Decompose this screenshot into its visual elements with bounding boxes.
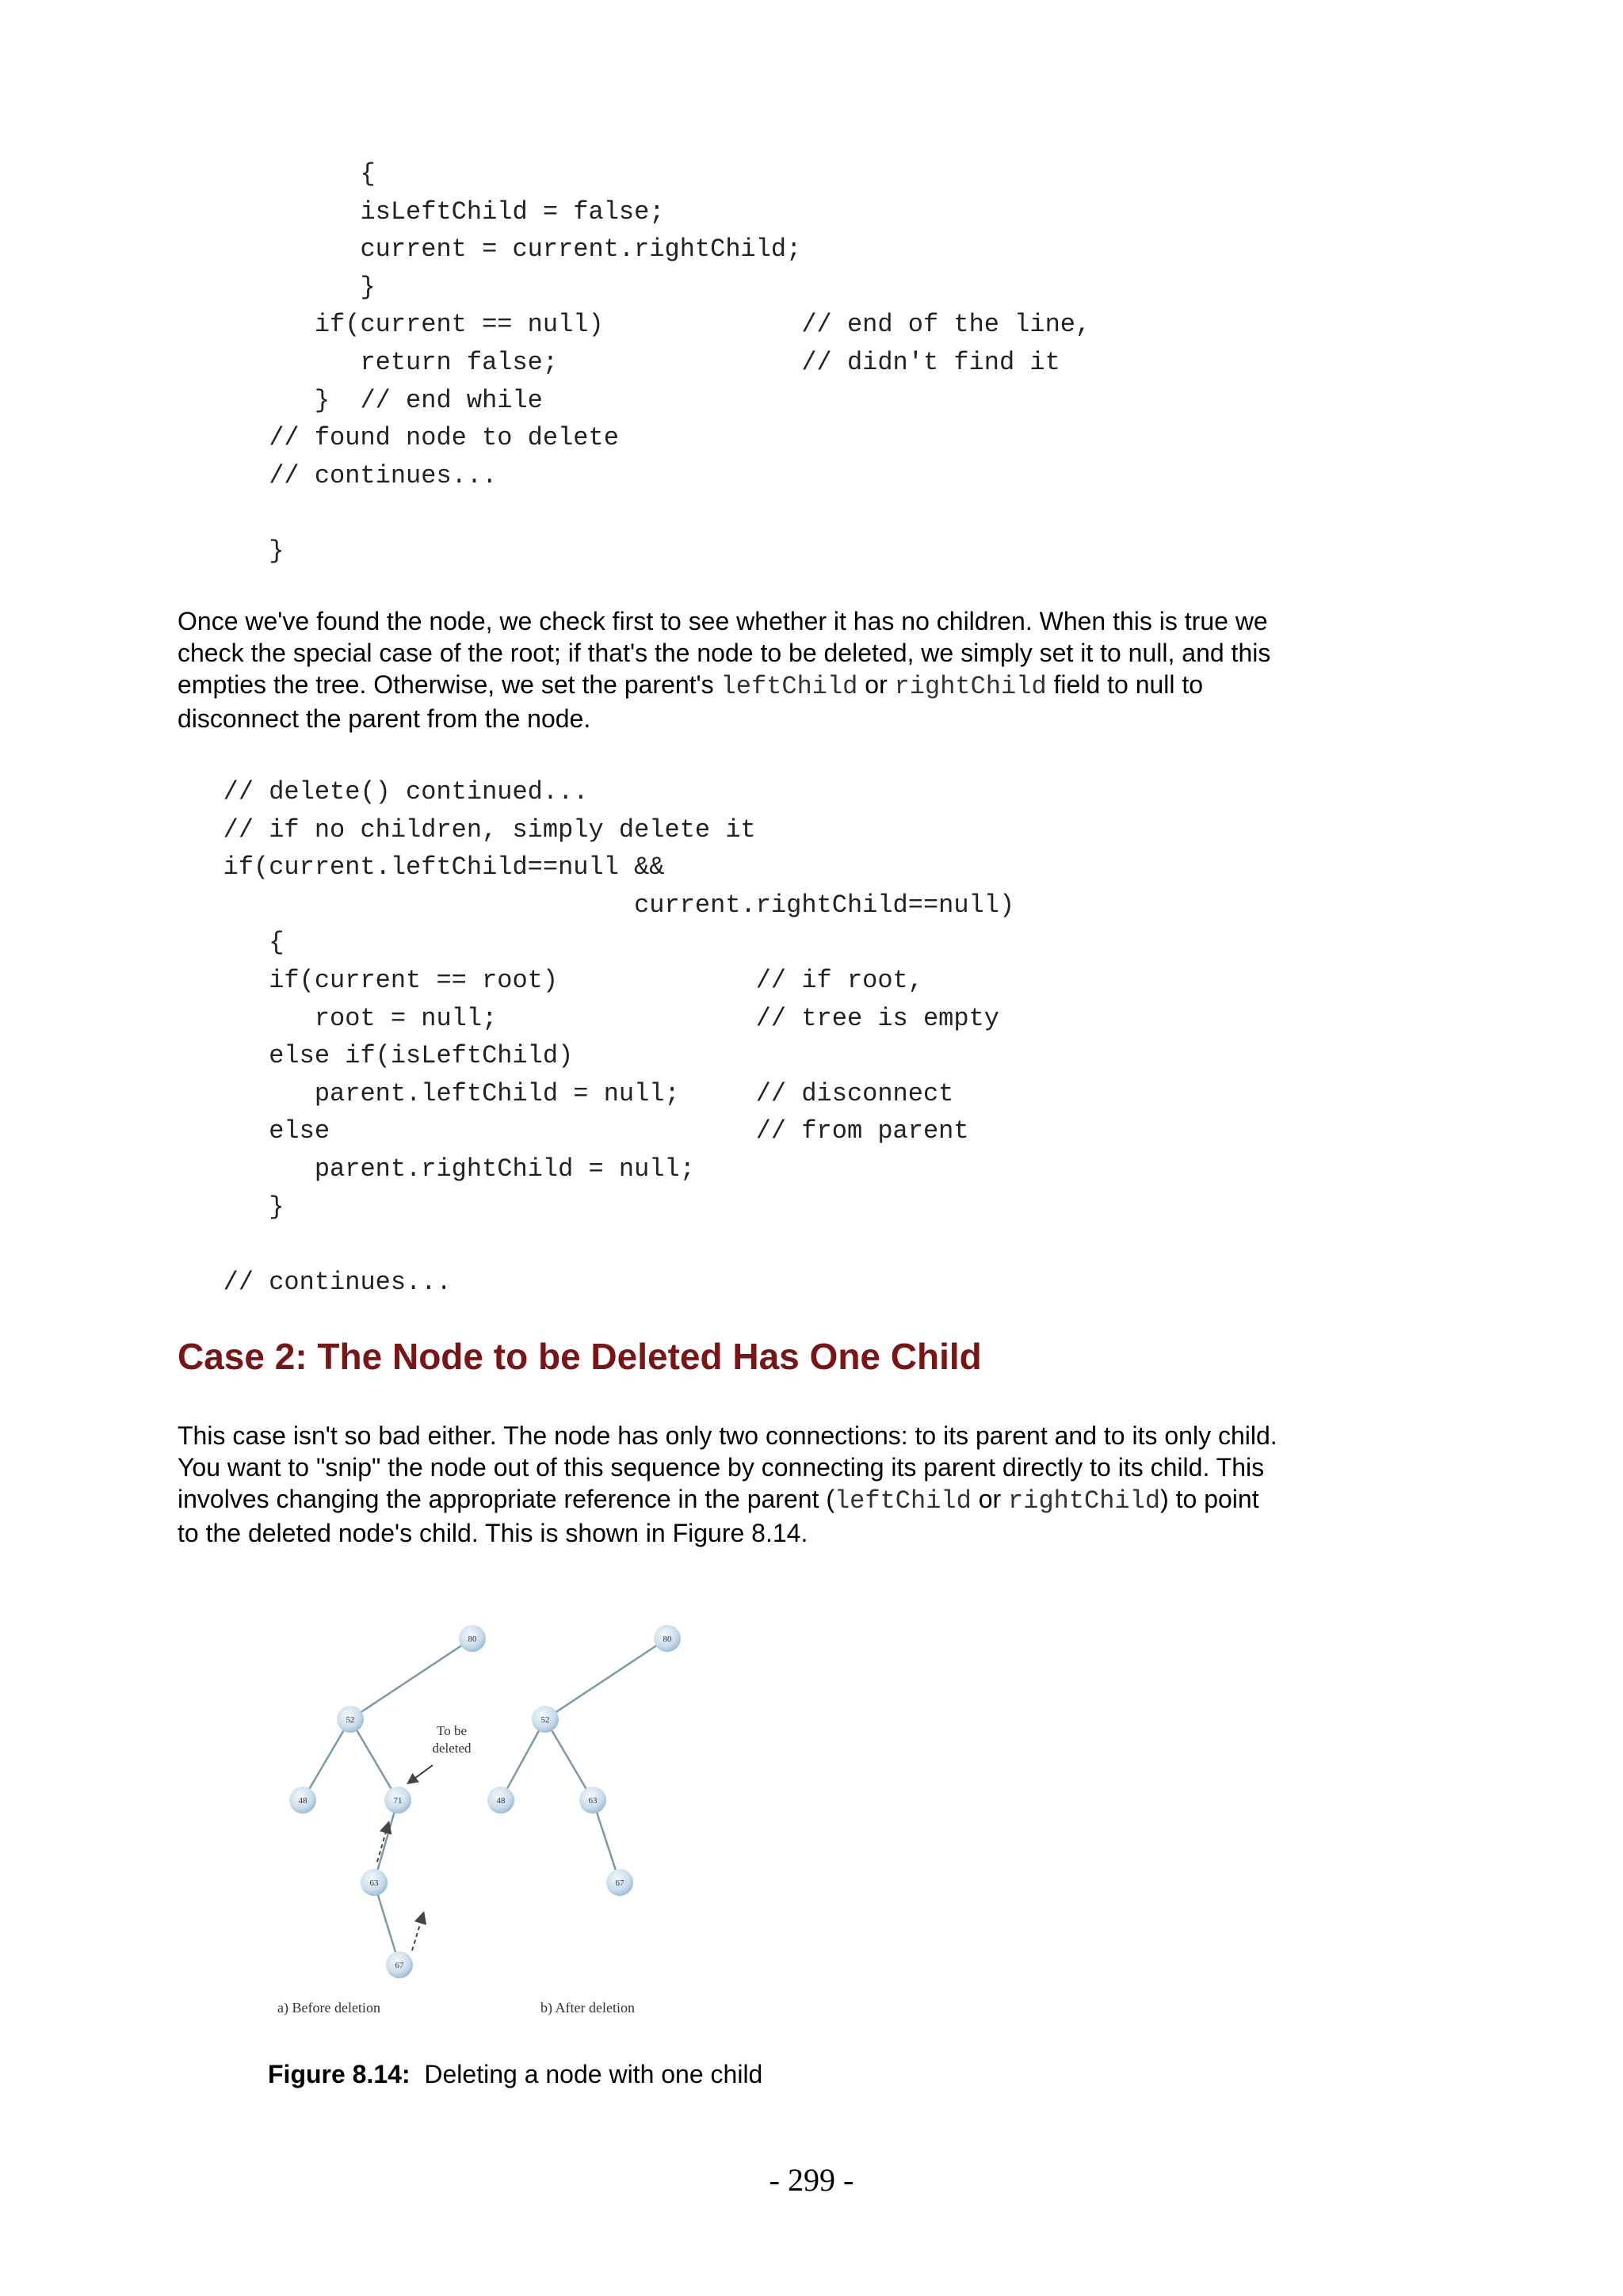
label-after-deletion: b) After deletion <box>540 2000 635 2016</box>
after-edges <box>501 1638 667 1882</box>
code-line: // continues... <box>178 460 498 490</box>
code-line: { <box>178 928 285 958</box>
code-line: } // end while <box>178 385 543 415</box>
section-heading: Case 2: The Node to be Deleted Has One Child <box>178 1336 982 1377</box>
code-line <box>178 1226 1014 1264</box>
inline-code: rightChild <box>894 672 1047 701</box>
code-line: if(current == null) // end of the line, <box>178 310 1091 340</box>
code-line: return false; // didn't find it <box>178 347 1060 377</box>
paragraph-no-children: Once we've found the node, we check first to see whether it has no children. When this is true we check the special case of the root; if that's the node to be deleted, we simply set it to null, and this empties the tree. Otherwise, we set the parent's leftChild or rightChild field to null to disconnect the parent from the node. <box>178 607 1271 733</box>
caption-label: Figure 8.14: <box>268 2060 411 2088</box>
page-number: - 299 - <box>769 2162 854 2198</box>
svg-text:63: 63 <box>369 1878 379 1888</box>
svg-text:80: 80 <box>663 1634 672 1644</box>
edge <box>350 1638 472 1719</box>
code-line: root = null; // tree is empty <box>178 1003 999 1033</box>
code-line: current = current.rightChild; <box>178 235 802 265</box>
node-71 <box>384 1787 411 1814</box>
code-line: if(current == root) // if root, <box>178 965 923 995</box>
edge <box>303 1719 350 1800</box>
svg-text:48: 48 <box>298 1796 307 1806</box>
code-line: // delete() continued... <box>178 777 589 807</box>
code-block-delete-continued <box>178 773 1014 1301</box>
edge <box>545 1638 667 1719</box>
svg-text:52: 52 <box>346 1715 355 1725</box>
node-80 <box>459 1625 486 1652</box>
svg-text:63: 63 <box>588 1796 598 1806</box>
code-line: isLeftChild = false; <box>178 196 665 227</box>
annotation-deleted: deleted <box>432 1741 472 1756</box>
inline-code: rightChild <box>1008 1486 1161 1516</box>
code-line: } <box>178 536 285 566</box>
dashed-arrow <box>377 1824 388 1862</box>
svg-text:80: 80 <box>468 1634 477 1644</box>
inline-code: leftChild <box>834 1486 972 1516</box>
code-block-top <box>178 155 1090 570</box>
node-52 <box>532 1706 559 1733</box>
annotation-arrow <box>409 1765 433 1783</box>
code-line: // continues... <box>178 1267 452 1297</box>
node-63 <box>579 1787 606 1814</box>
svg-text:52: 52 <box>540 1715 550 1725</box>
caption-text: Deleting a node with one child <box>424 2060 763 2088</box>
svg-text:71: 71 <box>393 1796 403 1806</box>
edge <box>545 1719 593 1800</box>
node-67 <box>606 1869 633 1896</box>
tree-diagram <box>269 1607 713 2027</box>
code-line: // if no children, simply delete it <box>178 814 756 845</box>
code-line: } <box>178 272 376 302</box>
inline-code: leftChild <box>720 672 858 701</box>
paragraph-one-child: This case isn't so bad either. The node has only two connections: to its parent and to its only child. You want to "snip" the node out of this sequence by connecting its parent directly to its child. This involves changing the appropriate reference in the parent (leftChild or rightChild) to point to the deleted node's child. This is shown in Figure 8.14. <box>178 1421 1277 1547</box>
code-line: current.rightChild==null) <box>178 890 1015 920</box>
svg-text:48: 48 <box>496 1796 506 1806</box>
code-line: { <box>178 159 376 189</box>
code-line: if(current.leftChild==null && <box>178 852 665 883</box>
svg-text:67: 67 <box>395 1961 404 1970</box>
dashed-arrow <box>412 1914 423 1951</box>
code-line: parent.rightChild = null; <box>178 1154 695 1184</box>
node-80 <box>654 1625 681 1652</box>
edge <box>350 1719 398 1800</box>
code-line: // found node to delete <box>178 423 619 453</box>
edge <box>501 1719 545 1800</box>
node-48 <box>487 1787 514 1814</box>
svg-text:67: 67 <box>615 1878 624 1888</box>
code-line: } <box>178 1192 285 1222</box>
code-line: else // from parent <box>178 1116 969 1146</box>
figure-8-14 <box>269 1607 713 2027</box>
label-before-deletion: a) Before deletion <box>277 2000 380 2016</box>
code-line <box>178 494 1090 532</box>
code-line: else if(isLeftChild) <box>178 1041 574 1071</box>
node-63 <box>361 1869 388 1896</box>
code-line: parent.leftChild = null; // disconnect <box>178 1078 954 1108</box>
node-67 <box>386 1951 413 1978</box>
node-48 <box>289 1787 316 1814</box>
figure-caption <box>268 2060 762 2089</box>
node-52 <box>337 1706 364 1733</box>
annotation-to-be: To be <box>437 1723 467 1738</box>
